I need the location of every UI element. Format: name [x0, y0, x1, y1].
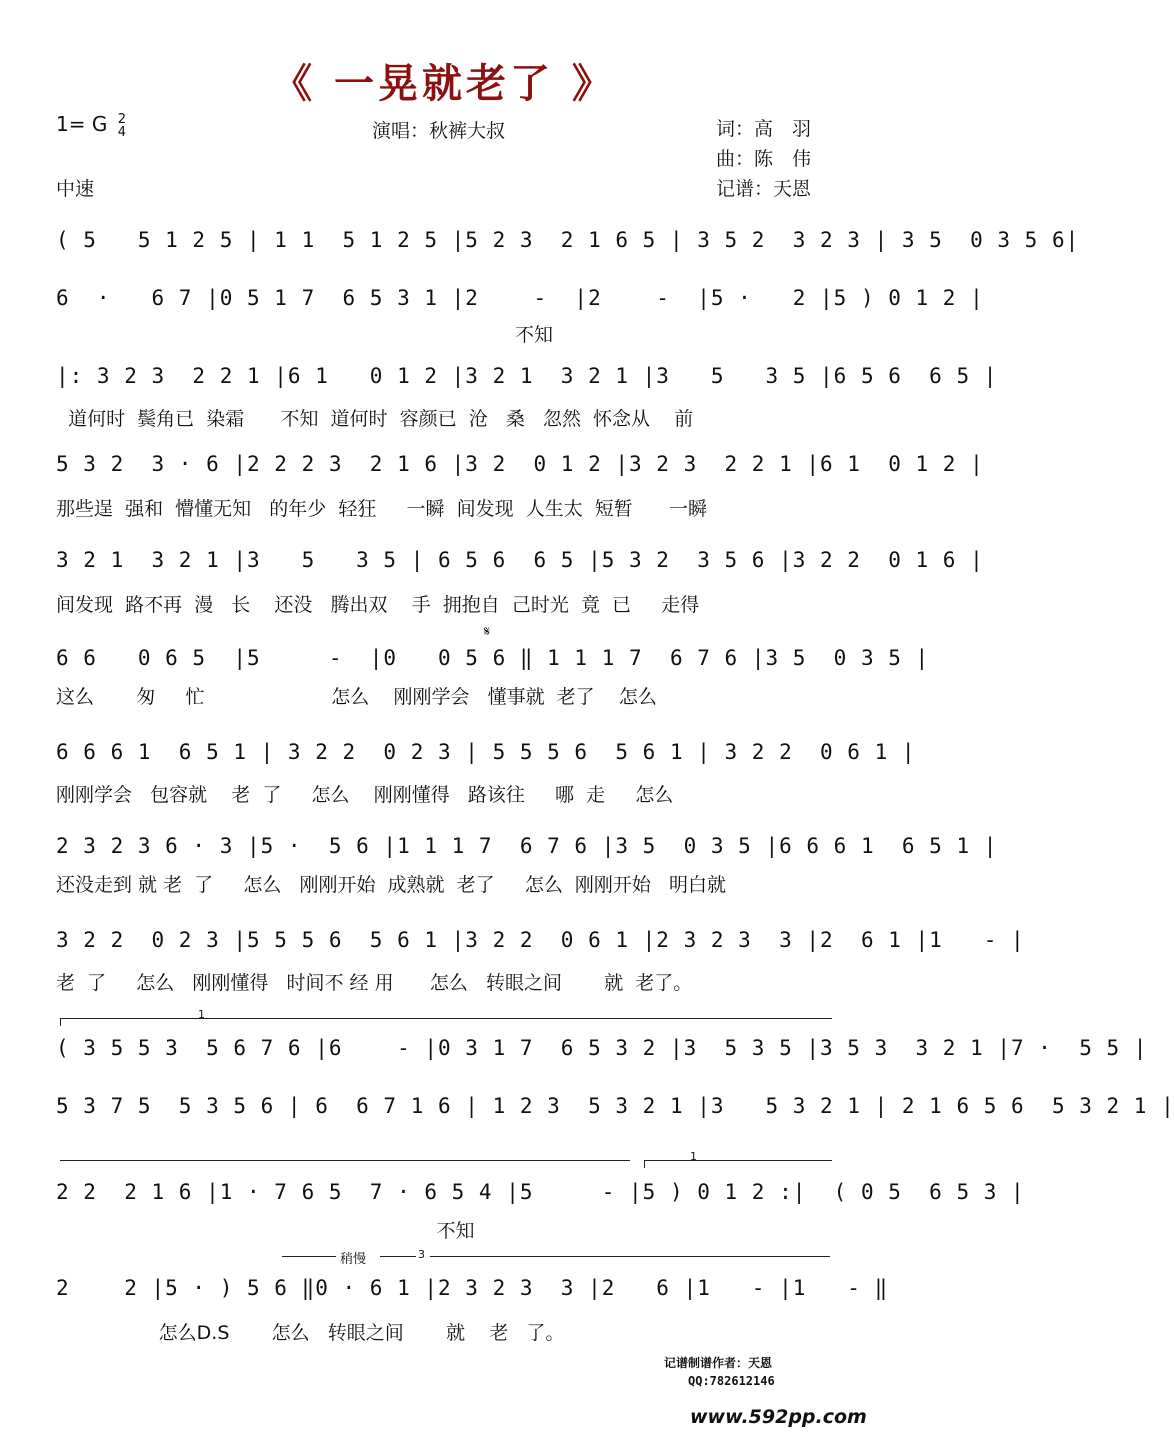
volta-bracket-1	[60, 1018, 832, 1019]
notation-line-12: 2 2 2 1 6 |1 · 7 6 5 7 · 6 5 4 |5 - |5 ) 0 1 2 :| ( 0 5 6 5 3 |	[56, 1180, 1025, 1204]
notation-line-10: ( 3 5 5 3 5 6 7 6 |6 - |0 3 1 7 6 5 3 2 |3 5 3 5 |3 5 3 3 2 1 |7 · 5 5 |	[56, 1036, 1148, 1060]
slow-bracket-mid	[380, 1256, 416, 1257]
triplet-number: 3	[418, 1248, 425, 1261]
composer-credit: 曲：陈 伟	[716, 148, 812, 170]
song-title: 《 一晃就老了 》	[272, 61, 616, 107]
notation-line-2: 6 · 6 7 |0 5 1 7 6 5 3 1 |2 - |2 - |5 · 2 |5 ) 0 1 2 |	[56, 286, 984, 310]
slow-bracket-left	[282, 1256, 336, 1257]
lyric-line-2: 不知	[56, 324, 554, 346]
lyric-line-6: 这么 匆 忙 怎么 刚刚学会 懂事就 老了 怎么	[56, 686, 657, 708]
volta-number-2: 1	[690, 1150, 697, 1163]
tempo-marking: 中速	[56, 178, 95, 200]
credit-text: 记谱制谱作者：天恩	[664, 1356, 773, 1370]
notation-line-1: ( 5 5 1 2 5 | 1 1 5 1 2 5 |5 2 3 2 1 6 5 | 3 5 2 3 2 3 | 3 5 0 3 5 6|	[56, 228, 1080, 252]
time-bottom: 4	[117, 124, 126, 140]
volta-tick	[644, 1160, 645, 1168]
volta-number-1: 1	[198, 1008, 205, 1021]
volta-bracket-2b	[644, 1160, 832, 1161]
notation-line-4: 5 3 2 3 · 6 |2 2 2 3 2 1 6 |3 2 0 1 2 |3 2 3 2 2 1 |6 1 0 1 2 |	[56, 452, 984, 476]
notation-line-6: 6 6 0 6 5 |5 - |0 0 5 6 ‖ 1 1 1 7 6 7 6 |3 5 0 3 5 |	[56, 646, 930, 670]
slow-label: 稍慢	[340, 1252, 367, 1267]
notation-line-7: 6 6 6 1 6 5 1 | 3 2 2 0 2 3 | 5 5 5 6 5 6 1 | 3 2 2 0 6 1 |	[56, 740, 916, 764]
volta-tick	[60, 1018, 61, 1026]
key-label: 1= G	[56, 112, 108, 136]
qq-text: QQ:782612146	[688, 1374, 775, 1388]
key-signature	[56, 112, 126, 139]
lyric-line-13: 怎么D.S 怎么 转眼之间 就 老 了。	[56, 1322, 565, 1344]
lyric-line-9: 老 了 怎么 刚刚懂得 时间不 经 用 怎么 转眼之间 就 老了。	[56, 972, 693, 994]
notation-line-8: 2 3 2 3 6 · 3 |5 · 5 6 |1 1 1 7 6 7 6 |3 5 0 3 5 |6 6 6 1 6 5 1 |	[56, 834, 998, 858]
lyric-line-12: 不知	[56, 1220, 475, 1242]
singer-credit: 演唱：秋裤大叔	[372, 120, 506, 142]
lyric-line-7: 刚刚学会 包容就 老 了 怎么 刚刚懂得 路该往 哪 走 怎么	[56, 784, 674, 806]
notation-line-13: 2 2 |5 · ) 5 6 ‖0 · 6 1 |2 3 2 3 3 |2 6 |1 - |1 - ‖	[56, 1276, 889, 1300]
lyric-line-5: 间发现 路不再 漫 长 还没 腾出双 手 拥抱自 己时光 竟 已 走得	[56, 594, 700, 616]
website-link[interactable]: www.592pp.com	[690, 1406, 867, 1428]
slow-bracket-right	[430, 1256, 830, 1257]
volta-bracket-2a	[60, 1160, 630, 1161]
time-signature	[118, 113, 126, 139]
notation-line-9: 3 2 2 0 2 3 |5 5 5 6 5 6 1 |3 2 2 0 6 1 |2 3 2 3 3 |2 6 1 |1 - |	[56, 928, 1025, 952]
lyricist-credit: 词：高 羽	[716, 118, 812, 140]
lyric-line-8: 还没走到 就 老 了 怎么 刚刚开始 成熟就 老了 怎么 刚刚开始 明白就	[56, 874, 727, 896]
lyric-line-4: 那些逞 强和 懵懂无知 的年少 轻狂 一瞬 间发现 人生太 短暂 一瞬	[56, 498, 708, 520]
notation-line-11: 5 3 7 5 5 3 5 6 | 6 6 7 1 6 | 1 2 3 5 3 2 1 |3 5 3 2 1 | 2 1 6 5 6 5 3 2 1 |	[56, 1094, 1175, 1118]
lyric-line-3: 道何时 鬓角已 染霜 不知 道何时 容颜已 沧 桑 忽然 怀念从 前	[56, 408, 694, 430]
notation-line-5: 3 2 1 3 2 1 |3 5 3 5 | 6 5 6 6 5 |5 3 2 3 5 6 |3 2 2 0 1 6 |	[56, 548, 984, 572]
segno-mark: 𝄋	[484, 624, 491, 640]
time-top: 2	[117, 111, 126, 127]
notation-line-3: |: 3 2 3 2 2 1 |6 1 0 1 2 |3 2 1 3 2 1 |3 5 3 5 |6 5 6 6 5 |	[56, 364, 998, 388]
scribe-credit: 记谱：天恩	[716, 178, 812, 200]
